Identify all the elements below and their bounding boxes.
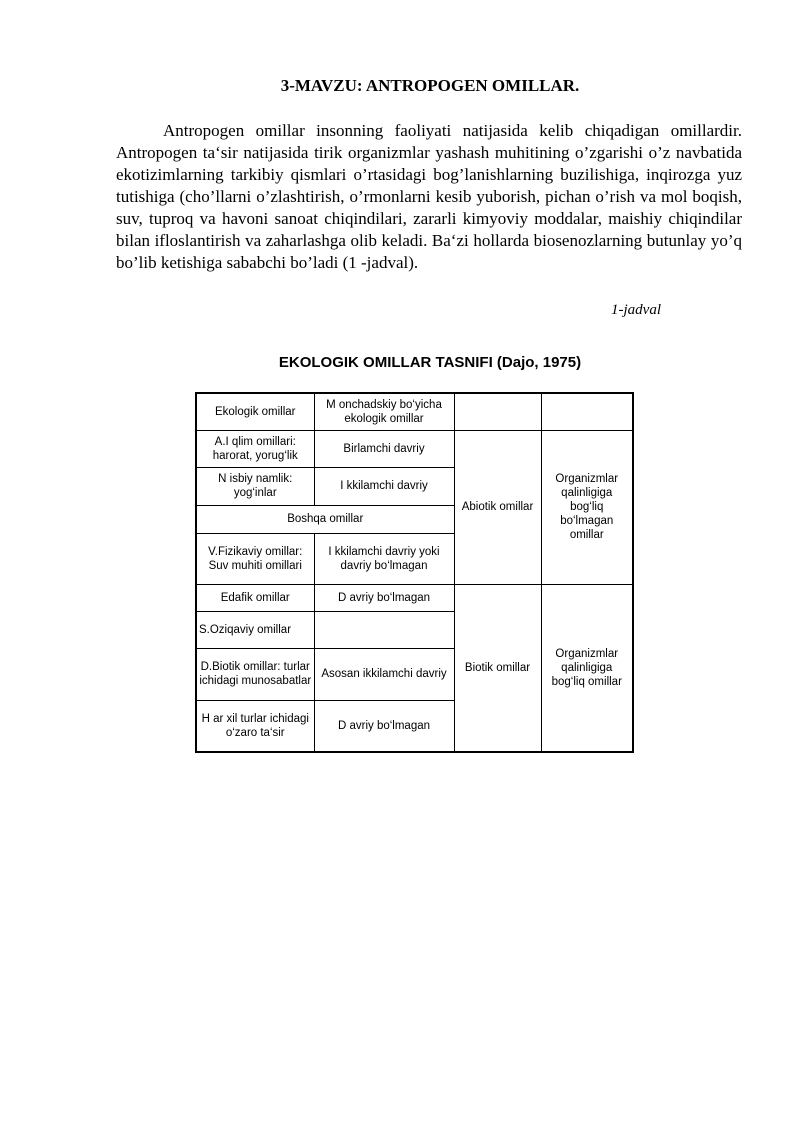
table-cell: A.I qlim omillari: harorat, yorug‘lik	[196, 430, 314, 467]
table-cell: Asosan ikkilamchi davriy	[314, 648, 454, 700]
table-cell: M onchadskiy bo‘yicha ekologik omillar	[314, 393, 454, 430]
biotic-group-cell: Biotik omillar	[454, 584, 541, 752]
table-cell: D.Biotik omillar: turlar ichidagi munosabatlar	[196, 648, 314, 700]
table-cell: V.Fizikaviy omillar: Suv muhiti omillari	[196, 533, 314, 584]
table-cell: I kkilamchi davriy yoki davriy bo‘lmagan	[314, 533, 454, 584]
page-title: 3-MAVZU: ANTROPOGEN OMILLAR.	[280, 76, 580, 95]
table-cell: H ar xil turlar ichidagi o‘zaro ta‘sir	[196, 700, 314, 752]
body-paragraph: Antropogen omillar insonning faoliyati natijasida kelib chiqadigan omillardir. Antropogen ta‘sir natijasida tirik organizmlar yashash muhitining o’zgarishi o’z navbatida ekotizimlarning tarkibiy qismlari o’rtasidagi bog’lanishlarning buzilishiga, inqirozga yuz tutishiga (cho’llarni o’zlashtirish, o’rmonlarni kesib yuborish, pichan o’rish va mol boqish, suv, tuproq va havoni sanoat chiqindilari, zararli kimyoviy moddalar, maishiy chiqindilar bilan ifloslantirish va zaharlashga olib keladi. Ba‘zi hollarda biosenozlarning butunlay yo’q bo’lib ketishiga sababchi bo’ladi (1 -jadval).	[116, 121, 742, 272]
table-cell	[454, 393, 541, 430]
density-independent-cell: Organizmlar qalinligiga bog‘liq bo‘lmagan omillar	[541, 430, 633, 584]
abiotic-group-cell: Abiotik omillar	[454, 430, 541, 584]
table-cell: Boshqa omillar	[196, 505, 454, 533]
table-cell	[541, 393, 633, 430]
table-cell: Ekologik omillar	[196, 393, 314, 430]
density-dependent-cell: Organizmlar qalinligiga bog‘liq omillar	[541, 584, 633, 752]
table-caption: 1-jadval	[611, 302, 661, 318]
table-cell: Edafik omillar	[196, 584, 314, 611]
table-cell: D avriy bo‘lmagan	[314, 584, 454, 611]
table-cell: S.Oziqaviy omillar	[196, 611, 314, 648]
table-cell: N isbiy namlik: yog‘inlar	[196, 467, 314, 505]
table-cell: Birlamchi davriy	[314, 430, 454, 467]
ecological-factors-table	[195, 392, 634, 753]
table-cell: D avriy bo‘lmagan	[314, 700, 454, 752]
table-cell	[314, 611, 454, 648]
table-cell: I kkilamchi davriy	[314, 467, 454, 505]
table-title: EKOLOGIK OMILLAR TASNIFI (Dajo, 1975)	[278, 354, 582, 371]
